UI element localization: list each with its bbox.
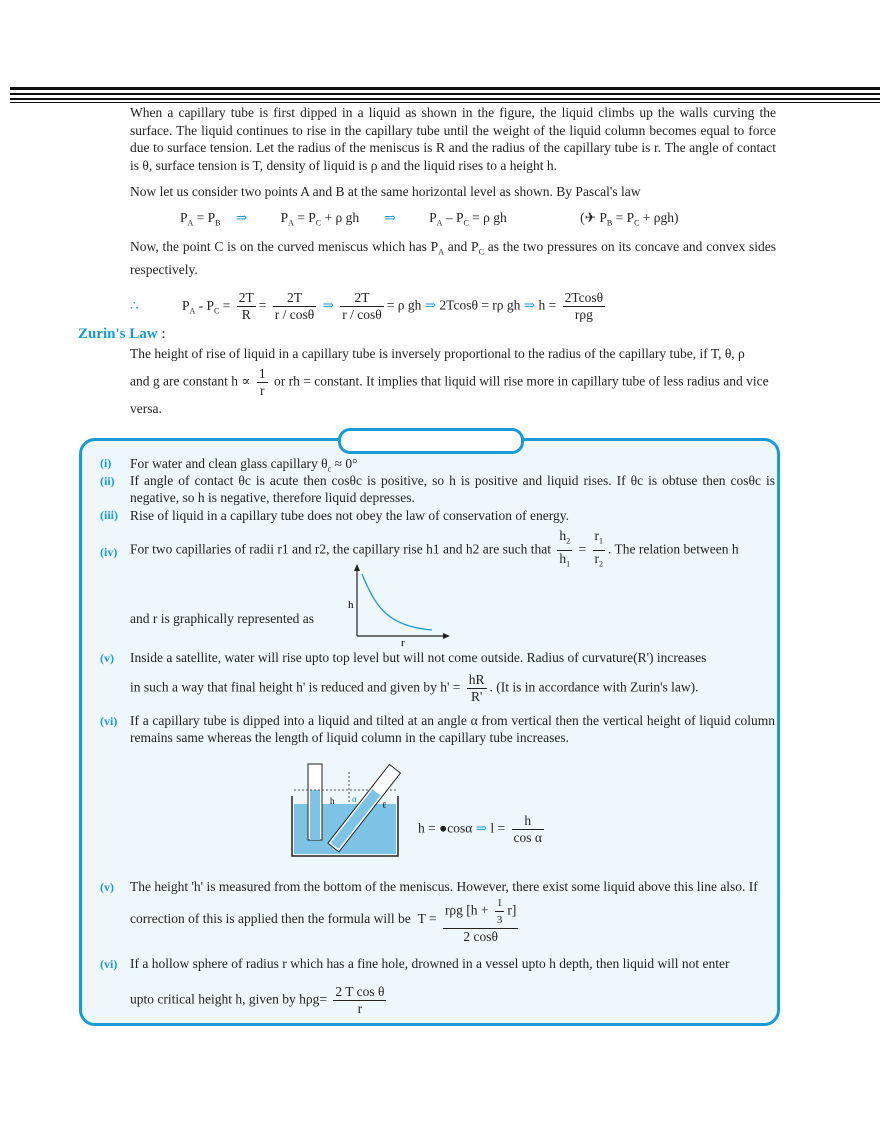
note-ii-number: (ii) [100,474,115,488]
figure-alpha-label: α [352,794,357,804]
note-ii: If angle of contact θc is acute then cosθc is positive, so h is positive and liquid rises. If θc is obtuse then cosθc is negative, so h is negative, therefore liquid depresses. [130,473,775,505]
h-vs-r-graph [340,562,452,648]
graph-y-label: h [348,599,354,611]
graph-y-arrow [354,564,360,571]
tilted-capillary-figure [286,756,406,862]
note-v2-line1: The height 'h' is measured from the bottom of the meniscus. However, there exist some liquid above this line also. If [130,879,758,894]
note-v-number: (v) [100,651,114,665]
derivation-equation: ∴ $P_A - P_C$ = $\frac{2T}{R}$ = $\frac{2T}{r / \cos\theta}$ ⇒ $\frac{2T}{r / \cos\theta}$ = ρ gh ⇒ 2Tcosθ = rρ gh ⇒ h = $\frac{2Tcos\theta}{\text{rρg}}$ [130,290,604,322]
zurin-heading: Zurin's Law : [78,326,166,342]
note-iii-number: (iii) [100,508,118,522]
note-iii: Rise of liquid in a capillary tube does not obey the law of conservation of energy. [130,508,570,523]
graph-x-label: r [401,637,405,648]
note-v2-number: (v) [100,880,114,894]
note-v-line2: in such a way that final height h' is reduced and given by h' = $\frac{hR}{R'}$ . (It is in accordance with Zurin's law). [130,672,699,704]
pascal-paragraph: Now let us consider two points A and B at the same horizontal level as shown. By Pascal's law [130,184,641,199]
header-rule-2 [10,93,880,95]
figure-l-label: ℓ [382,800,387,810]
header-rule-1 [10,87,880,90]
header-rule-3 [10,98,880,100]
note-vi2-line2: upto critical height h, given by hρg= $\frac{\text{2 T cos θ}}{r}$ [130,984,385,1016]
zurin-paragraph-1: The height of rise of liquid in a capillary tube is inversely proportional to the radius of the capillary tube, if T, θ, ρ [130,346,745,361]
note-v-line1: Inside a satellite, water will rise upto top level but will not come outside. Radius of curvature(R') increases [130,650,707,665]
header-rule-4 [10,102,880,103]
tilt-equation: h = ●cosα ⇒ l = $\frac{h}{\text{cos α}}$ [418,813,542,845]
zurin-paragraph-3: versa. [130,401,162,416]
note-iv-number: (iv) [100,545,118,559]
graph-curve [362,574,432,630]
note-iv: For two capillaries of radii r1 and r2, the capillary rise h1 and h2 are such that $\frac{h_2}{h_1}$ = $\frac{r_1}{r_2}$ . The relation between h [130,528,739,569]
graph-x-arrow [443,633,450,639]
intro-paragraph: When a capillary tube is first dipped in a liquid as shown in the figure, the liquid climbs up the walls curving the surface. The liquid continues to rise in the capillary tube until the weight of the liquid column becomes equal to force due to surface tension. Let the radius of the meniscus is R and the radius of the capillary tube is r. The angle of contact is θ, surface tension is T, density of liquid is ρ and the liquid rises to a height h. [130,105,776,173]
zurin-paragraph-2: and g are constant h ∝ $\frac{1}{r}$ or rh = constant. It implies that liquid will rise more in capillary tube of less radius and vice [130,366,769,398]
figure-h-label: h [330,796,335,806]
notes-panel-tab [338,428,524,454]
note-vi: If a capillary tube is dipped into a liquid and tilted at an angle α from vertical then the vertical height of liquid column remains same whereas the length of liquid column in the capillary tube increases. [130,713,775,745]
note-vi2-line1: If a hollow sphere of radius r which has a fine hole, drowned in a vessel upto h depth, then liquid will not enter [130,956,730,971]
note-i: For water and clean glass capillary $\theta_c \approx 0^\circ$ [130,456,358,474]
note-i-number: (i) [100,456,112,470]
note-v2-line2: correction of this is applied then the formula will be T = rρg [h + $\frac{1}{3}$ r] 2 cosθ [130,897,517,944]
note-vi-number: (vi) [100,714,118,728]
vertical-tube-liquid [310,790,320,840]
note-vi2-number: (vi) [100,957,118,971]
meniscus-paragraph: Now, the point C is on the curved meniscus which has $P_A$ and $P_C$ as the two pressures on its concave and convex sides respectively. [130,239,777,278]
note-iv-cont: and r is graphically represented as [130,611,315,626]
pascal-equation: $P_A = P_B$ ⇒ $P_A = P_C + \rho$ gh ⇒ $P_A - P_C = \rho$ gh (✈ $P_B = P_C + \rho gh$) [180,210,679,228]
